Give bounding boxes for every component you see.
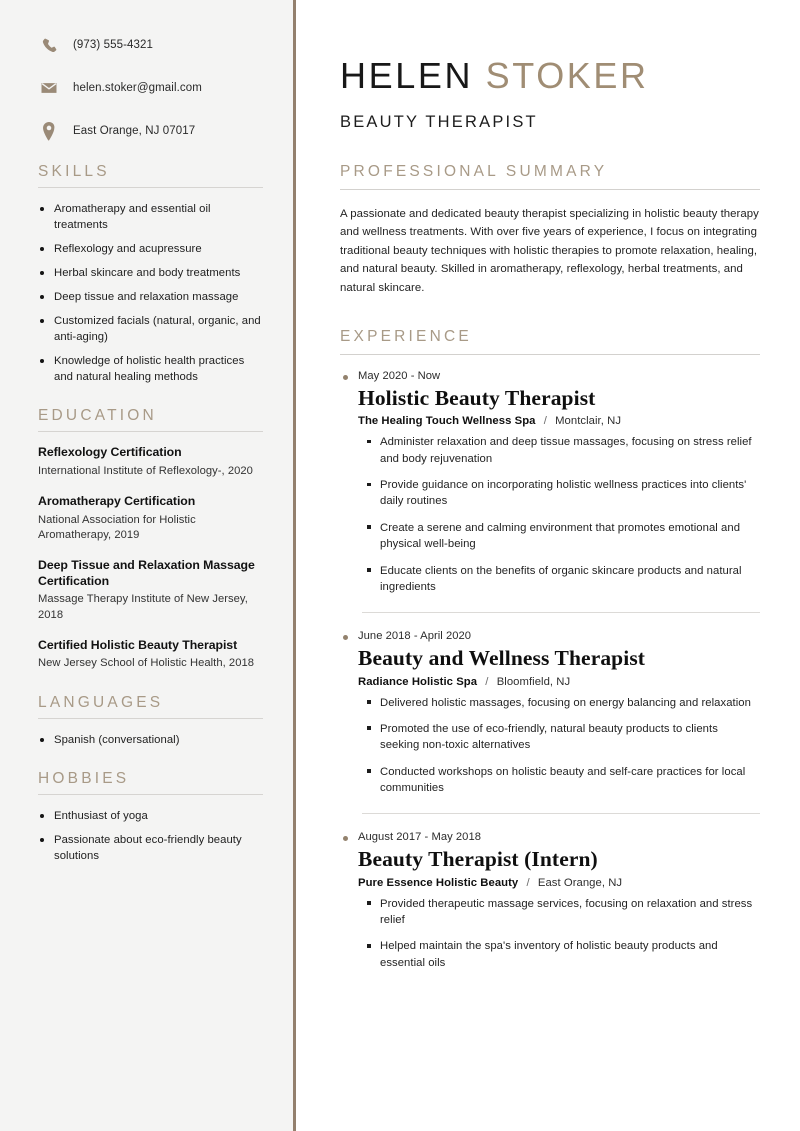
experience-rule bbox=[340, 354, 760, 355]
hobbies-rule bbox=[38, 794, 263, 795]
email-icon bbox=[38, 77, 60, 99]
education-title: Aromatherapy Certification bbox=[38, 493, 196, 508]
education-subtitle: Massage Therapy Institute of New Jersey, 2018 bbox=[38, 593, 248, 621]
experience-item bbox=[340, 630, 760, 796]
list-item: Customized facials (natural, organic, and anti-aging) bbox=[38, 313, 263, 345]
languages-rule bbox=[38, 718, 263, 719]
experience-company: Pure Essence Holistic Beauty bbox=[358, 876, 519, 889]
page-title bbox=[340, 57, 760, 95]
list-item: Provided therapeutic massage services, focusing on relaxation and stress relief bbox=[380, 896, 760, 929]
hobbies-list bbox=[38, 808, 263, 864]
list-item: Create a serene and calming environment that promotes emotional and physical well-being bbox=[380, 520, 760, 553]
languages-heading: LANGUAGES bbox=[38, 694, 164, 712]
education-subtitle: International Institute of Reflexology-, 2020 bbox=[38, 465, 253, 478]
section-education bbox=[38, 407, 263, 672]
list-item: Enthusiast of yoga bbox=[38, 808, 263, 824]
list-item: Passionate about eco-friendly beauty solutions bbox=[38, 832, 263, 864]
list-item: Educate clients on the benefits of organic skincare products and natural ingredients bbox=[380, 563, 760, 596]
section-skills bbox=[38, 163, 263, 385]
experience-date: August 2017 - May 2018 bbox=[340, 831, 760, 843]
list-item: Helped maintain the spa's inventory of holistic beauty products and essential oils bbox=[380, 938, 760, 971]
experience-bullets bbox=[340, 896, 760, 972]
experience-company-line bbox=[358, 676, 760, 688]
experience-company: The Healing Touch Wellness Spa bbox=[358, 415, 536, 428]
experience-bullets bbox=[340, 434, 760, 595]
education-subtitle: National Association for Holistic Aromatherapy, 2019 bbox=[38, 513, 196, 542]
skills-list bbox=[38, 201, 263, 385]
main-column bbox=[296, 0, 800, 1131]
education-title: Reflexology Certification bbox=[38, 445, 182, 460]
list-item: Reflexology and acupressure bbox=[38, 241, 263, 257]
contact-row-location bbox=[38, 120, 263, 142]
experience-date: May 2020 - Now bbox=[340, 370, 760, 382]
experience-role: Beauty Therapist (Intern) bbox=[358, 847, 598, 872]
education-subtitle: New Jersey School of Holistic Health, 2018 bbox=[38, 657, 255, 670]
location-icon bbox=[38, 120, 60, 142]
contact-location-text: East Orange, NJ 07017 bbox=[73, 124, 196, 137]
education-rule bbox=[38, 431, 263, 432]
experience-separator: / bbox=[485, 675, 489, 688]
experience-bullets bbox=[340, 695, 760, 797]
summary-text: A passionate and dedicated beauty therapist specializing in holistic beauty therapy and wellness treatments. With over five years of experience, I focus on integrating traditional beauty techniques with holistic therapies to promote relaxation, healing, and natural beauty. Skilled in aromatherapy, reflexology, herbal treatments, and natural skincare. bbox=[340, 207, 759, 294]
job-title: BEAUTY THERAPIST bbox=[340, 112, 538, 131]
contact-list bbox=[38, 34, 263, 142]
experience-company: Radiance Holistic Spa bbox=[358, 675, 478, 688]
contact-email-text: helen.stoker@gmail.com bbox=[73, 81, 202, 94]
education-item bbox=[38, 558, 263, 624]
last-name: STOKER bbox=[485, 55, 649, 96]
experience-location: East Orange, NJ bbox=[537, 876, 623, 889]
experience-company-line bbox=[358, 415, 760, 427]
contact-phone-text: (973) 555-4321 bbox=[73, 38, 154, 51]
languages-list bbox=[38, 732, 263, 748]
experience-role: Beauty and Wellness Therapist bbox=[358, 646, 646, 671]
phone-icon bbox=[38, 34, 60, 56]
list-item: Provide guidance on incorporating holistic wellness practices into clients' daily routines bbox=[380, 477, 760, 510]
experience-role: Holistic Beauty Therapist bbox=[358, 386, 596, 411]
experience-company-line bbox=[358, 877, 760, 889]
experience-location: Bloomfield, NJ bbox=[496, 675, 571, 688]
experience-date: June 2018 - April 2020 bbox=[340, 630, 760, 642]
sidebar bbox=[0, 0, 293, 1131]
list-item: Delivered holistic massages, focusing on energy balancing and relaxation bbox=[380, 695, 760, 711]
experience-separator: / bbox=[543, 415, 547, 428]
education-heading: EDUCATION bbox=[38, 407, 157, 425]
section-languages bbox=[38, 694, 263, 748]
summary-rule bbox=[340, 189, 760, 190]
list-item: Administer relaxation and deep tissue massages, focusing on stress relief and body rejuvenation bbox=[380, 434, 760, 467]
experience-separator: / bbox=[526, 876, 530, 889]
experience-separator-rule bbox=[362, 612, 760, 613]
skills-heading: SKILLS bbox=[38, 163, 110, 180]
summary-heading: PROFESSIONAL SUMMARY bbox=[340, 162, 608, 180]
education-title: Certified Holistic Beauty Therapist bbox=[38, 637, 238, 652]
experience-item bbox=[340, 370, 760, 595]
first-name: HELEN bbox=[340, 55, 474, 96]
skills-rule bbox=[38, 187, 263, 188]
contact-row-phone bbox=[38, 34, 263, 56]
section-hobbies bbox=[38, 770, 263, 864]
experience-item bbox=[340, 831, 760, 971]
list-item: Conducted workshops on holistic beauty and self-care practices for local communities bbox=[380, 764, 760, 797]
hobbies-heading: HOBBIES bbox=[38, 770, 130, 788]
list-item: Aromatherapy and essential oil treatments bbox=[38, 201, 263, 233]
list-item: Herbal skincare and body treatments bbox=[38, 265, 263, 281]
experience-separator-rule bbox=[362, 813, 760, 814]
education-item bbox=[38, 494, 263, 544]
list-item: Knowledge of holistic health practices and natural healing methods bbox=[38, 353, 263, 385]
list-item: Deep tissue and relaxation massage bbox=[38, 289, 263, 305]
section-professional-summary bbox=[340, 163, 760, 297]
education-item bbox=[38, 638, 263, 672]
list-item: Promoted the use of eco-friendly, natural beauty products to clients seeking non-toxic alternatives bbox=[380, 721, 760, 754]
section-experience bbox=[340, 328, 760, 971]
experience-location: Montclair, NJ bbox=[555, 415, 622, 428]
education-item bbox=[38, 445, 263, 479]
list-item: Spanish (conversational) bbox=[38, 732, 263, 748]
experience-heading: EXPERIENCE bbox=[340, 328, 472, 346]
contact-row-email bbox=[38, 77, 263, 99]
education-title: Deep Tissue and Relaxation Massage Certification bbox=[38, 557, 255, 588]
